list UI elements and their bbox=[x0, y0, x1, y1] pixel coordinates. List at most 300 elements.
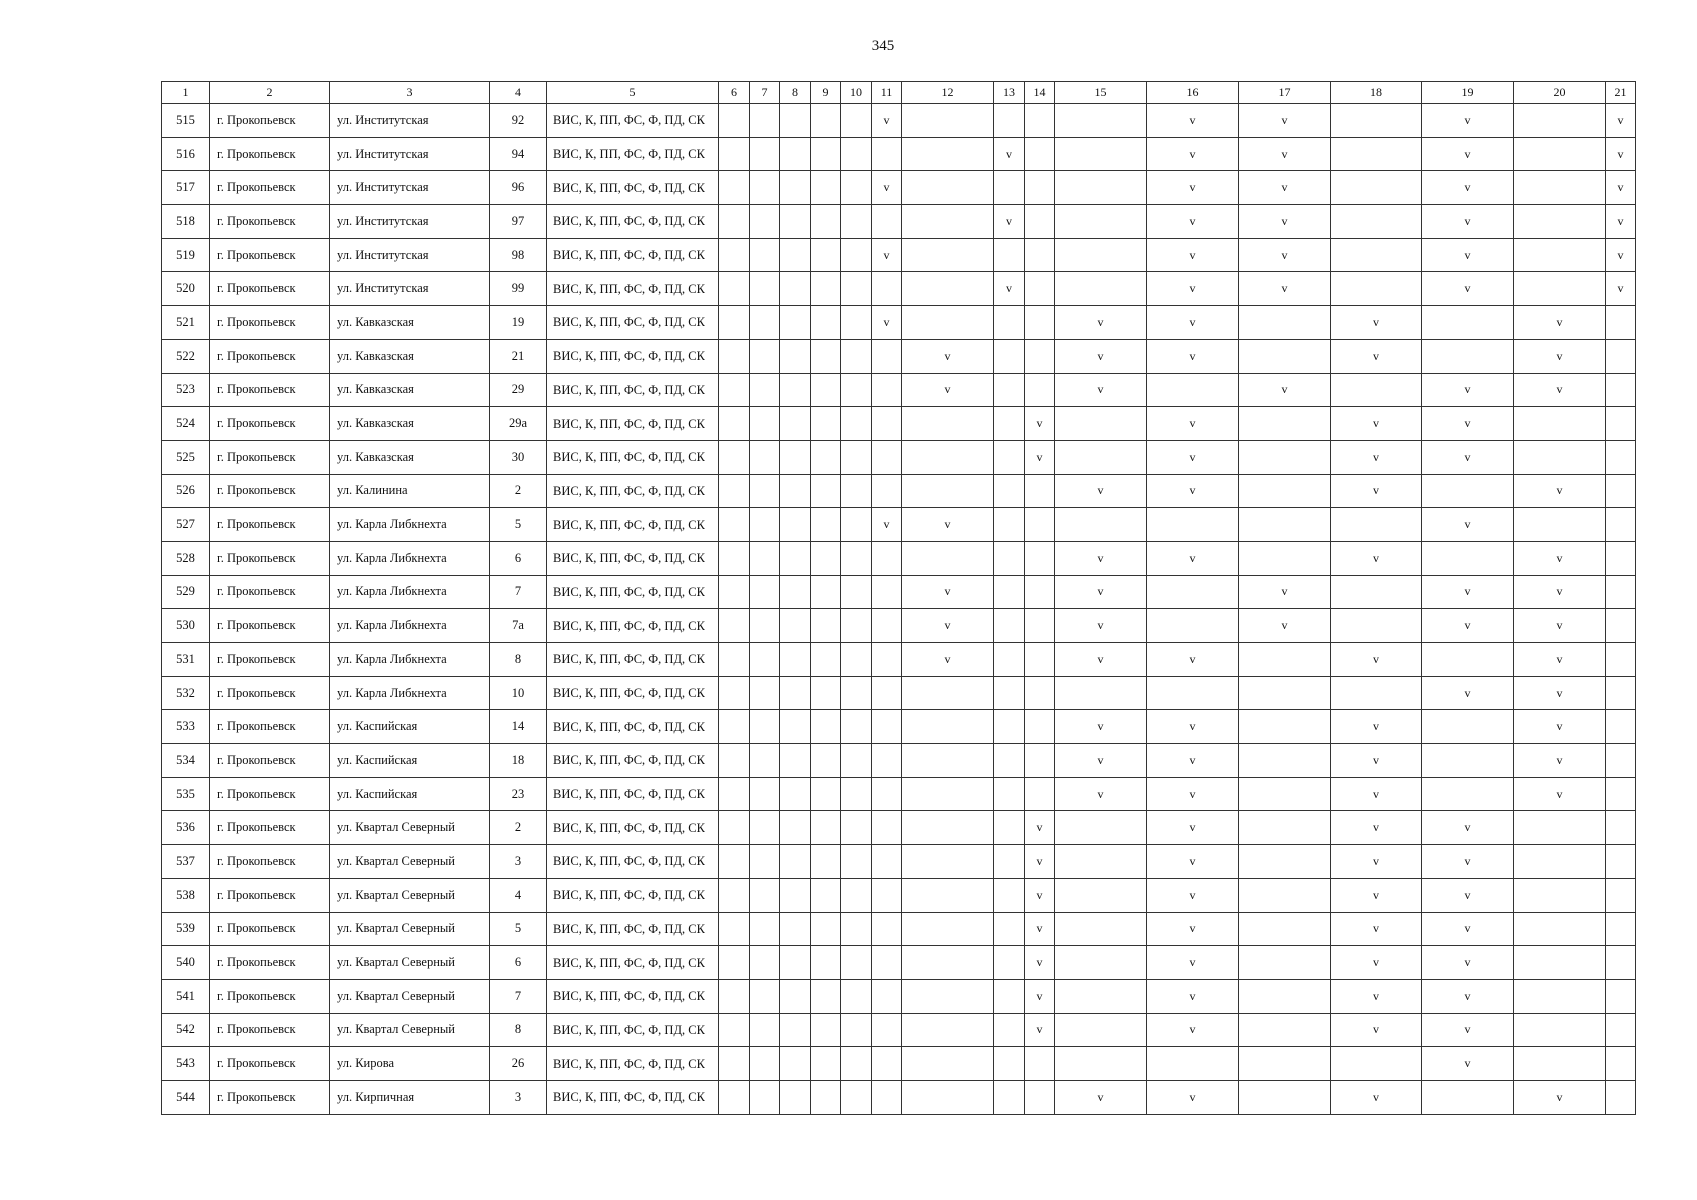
check-mark-cell: v bbox=[1239, 272, 1331, 306]
column-number-header: 2 bbox=[210, 82, 330, 104]
column-number-header: 10 bbox=[841, 82, 872, 104]
empty-cell bbox=[750, 845, 780, 879]
empty-cell bbox=[841, 1047, 872, 1081]
check-mark-cell: v bbox=[1422, 104, 1514, 138]
empty-cell bbox=[811, 878, 841, 912]
empty-cell bbox=[1331, 508, 1422, 542]
empty-cell bbox=[1055, 676, 1147, 710]
street-cell: ул. Институтская bbox=[330, 205, 490, 239]
row-number-cell: 535 bbox=[162, 777, 210, 811]
street-cell: ул. Карла Либкнехта bbox=[330, 676, 490, 710]
table-row bbox=[162, 811, 1636, 845]
empty-cell bbox=[872, 710, 902, 744]
empty-cell bbox=[872, 575, 902, 609]
check-mark-cell: v bbox=[1147, 171, 1239, 205]
table-row bbox=[162, 137, 1636, 171]
house-number-cell: 10 bbox=[490, 676, 547, 710]
empty-cell bbox=[1055, 1047, 1147, 1081]
street-cell: ул. Карла Либкнехта bbox=[330, 541, 490, 575]
city-cell: г. Прокопьевск bbox=[210, 777, 330, 811]
empty-cell bbox=[1422, 541, 1514, 575]
street-cell: ул. Карла Либкнехта bbox=[330, 508, 490, 542]
empty-cell bbox=[1055, 440, 1147, 474]
empty-cell bbox=[1514, 137, 1606, 171]
empty-cell bbox=[1239, 440, 1331, 474]
empty-cell bbox=[719, 272, 750, 306]
check-mark-cell: v bbox=[1055, 777, 1147, 811]
table-row bbox=[162, 575, 1636, 609]
empty-cell bbox=[780, 845, 811, 879]
empty-cell bbox=[1025, 575, 1055, 609]
check-mark-cell: v bbox=[872, 104, 902, 138]
empty-cell bbox=[811, 440, 841, 474]
empty-cell bbox=[1025, 104, 1055, 138]
check-mark-cell: v bbox=[1331, 811, 1422, 845]
empty-cell bbox=[1606, 474, 1636, 508]
empty-cell bbox=[872, 137, 902, 171]
empty-cell bbox=[841, 306, 872, 340]
empty-cell bbox=[811, 407, 841, 441]
empty-cell bbox=[994, 643, 1025, 677]
empty-cell bbox=[1331, 1047, 1422, 1081]
empty-cell bbox=[1147, 1047, 1239, 1081]
empty-cell bbox=[750, 137, 780, 171]
empty-cell bbox=[811, 541, 841, 575]
empty-cell bbox=[1606, 777, 1636, 811]
empty-cell bbox=[719, 407, 750, 441]
check-mark-cell: v bbox=[1147, 474, 1239, 508]
empty-cell bbox=[841, 946, 872, 980]
empty-cell bbox=[780, 440, 811, 474]
empty-cell bbox=[1147, 609, 1239, 643]
house-number-cell: 94 bbox=[490, 137, 547, 171]
column-number-header: 12 bbox=[902, 82, 994, 104]
street-cell: ул. Квартал Северный bbox=[330, 878, 490, 912]
empty-cell bbox=[1025, 474, 1055, 508]
street-cell: ул. Каспийская bbox=[330, 744, 490, 778]
check-mark-cell: v bbox=[1147, 205, 1239, 239]
check-mark-cell: v bbox=[1147, 845, 1239, 879]
empty-cell bbox=[841, 777, 872, 811]
empty-cell bbox=[841, 508, 872, 542]
check-mark-cell: v bbox=[902, 508, 994, 542]
empty-cell bbox=[841, 1013, 872, 1047]
empty-cell bbox=[811, 171, 841, 205]
empty-cell bbox=[780, 238, 811, 272]
table-row bbox=[162, 710, 1636, 744]
check-mark-cell: v bbox=[1025, 878, 1055, 912]
empty-cell bbox=[811, 339, 841, 373]
empty-cell bbox=[780, 912, 811, 946]
city-cell: г. Прокопьевск bbox=[210, 845, 330, 879]
table-row bbox=[162, 878, 1636, 912]
check-mark-cell: v bbox=[1422, 171, 1514, 205]
empty-cell bbox=[1606, 946, 1636, 980]
check-mark-cell: v bbox=[1331, 979, 1422, 1013]
empty-cell bbox=[719, 845, 750, 879]
check-mark-cell: v bbox=[1422, 912, 1514, 946]
empty-cell bbox=[811, 946, 841, 980]
empty-cell bbox=[902, 205, 994, 239]
empty-cell bbox=[1239, 1080, 1331, 1114]
check-mark-cell: v bbox=[1147, 643, 1239, 677]
table-row bbox=[162, 474, 1636, 508]
empty-cell bbox=[811, 508, 841, 542]
check-mark-cell: v bbox=[1331, 878, 1422, 912]
check-mark-cell: v bbox=[1055, 744, 1147, 778]
check-mark-cell: v bbox=[1147, 541, 1239, 575]
empty-cell bbox=[1514, 946, 1606, 980]
empty-cell bbox=[811, 811, 841, 845]
empty-cell bbox=[719, 979, 750, 1013]
empty-cell bbox=[719, 474, 750, 508]
empty-cell bbox=[994, 373, 1025, 407]
empty-cell bbox=[1606, 744, 1636, 778]
empty-cell bbox=[1331, 205, 1422, 239]
empty-cell bbox=[1239, 710, 1331, 744]
house-number-cell: 26 bbox=[490, 1047, 547, 1081]
empty-cell bbox=[750, 609, 780, 643]
register-table bbox=[161, 81, 1636, 1115]
table-row bbox=[162, 1047, 1636, 1081]
empty-cell bbox=[841, 339, 872, 373]
house-number-cell: 7 bbox=[490, 979, 547, 1013]
row-number-cell: 518 bbox=[162, 205, 210, 239]
empty-cell bbox=[994, 1013, 1025, 1047]
empty-cell bbox=[1606, 676, 1636, 710]
empty-cell bbox=[750, 1080, 780, 1114]
empty-cell bbox=[780, 811, 811, 845]
check-mark-cell: v bbox=[1239, 137, 1331, 171]
empty-cell bbox=[1239, 474, 1331, 508]
empty-cell bbox=[1055, 137, 1147, 171]
empty-cell bbox=[994, 407, 1025, 441]
check-mark-cell: v bbox=[1239, 373, 1331, 407]
empty-cell bbox=[811, 609, 841, 643]
check-mark-cell: v bbox=[1331, 1080, 1422, 1114]
empty-cell bbox=[1422, 710, 1514, 744]
empty-cell bbox=[1606, 811, 1636, 845]
street-cell: ул. Квартал Северный bbox=[330, 1013, 490, 1047]
check-mark-cell: v bbox=[1055, 474, 1147, 508]
empty-cell bbox=[841, 811, 872, 845]
empty-cell bbox=[780, 407, 811, 441]
empty-cell bbox=[811, 104, 841, 138]
table-row bbox=[162, 508, 1636, 542]
row-number-cell: 527 bbox=[162, 508, 210, 542]
empty-cell bbox=[841, 440, 872, 474]
empty-cell bbox=[841, 407, 872, 441]
table-row bbox=[162, 744, 1636, 778]
empty-cell bbox=[1514, 407, 1606, 441]
empty-cell bbox=[780, 1013, 811, 1047]
check-mark-cell: v bbox=[1422, 1047, 1514, 1081]
street-cell: ул. Каспийская bbox=[330, 710, 490, 744]
city-cell: г. Прокопьевск bbox=[210, 979, 330, 1013]
column-number-header: 1 bbox=[162, 82, 210, 104]
empty-cell bbox=[872, 979, 902, 1013]
empty-cell bbox=[811, 1013, 841, 1047]
check-mark-cell: v bbox=[1055, 575, 1147, 609]
check-mark-cell: v bbox=[1025, 912, 1055, 946]
empty-cell bbox=[750, 238, 780, 272]
table-body bbox=[162, 82, 1636, 1115]
empty-cell bbox=[719, 744, 750, 778]
table-row bbox=[162, 777, 1636, 811]
table-row bbox=[162, 979, 1636, 1013]
city-cell: г. Прокопьевск bbox=[210, 474, 330, 508]
empty-cell bbox=[719, 878, 750, 912]
check-mark-cell: v bbox=[1331, 912, 1422, 946]
empty-cell bbox=[780, 205, 811, 239]
column-number-header: 21 bbox=[1606, 82, 1636, 104]
empty-cell bbox=[872, 676, 902, 710]
empty-cell bbox=[872, 339, 902, 373]
check-mark-cell: v bbox=[1422, 137, 1514, 171]
empty-cell bbox=[902, 878, 994, 912]
empty-cell bbox=[994, 541, 1025, 575]
empty-cell bbox=[750, 474, 780, 508]
codes-cell: ВИС, К, ПП, ФС, Ф, ПД, СК bbox=[547, 811, 719, 845]
codes-cell: ВИС, К, ПП, ФС, Ф, ПД, СК bbox=[547, 710, 719, 744]
street-cell: ул. Карла Либкнехта bbox=[330, 643, 490, 677]
empty-cell bbox=[994, 676, 1025, 710]
check-mark-cell: v bbox=[1055, 306, 1147, 340]
house-number-cell: 8 bbox=[490, 643, 547, 677]
empty-cell bbox=[841, 1080, 872, 1114]
empty-cell bbox=[719, 643, 750, 677]
row-number-cell: 537 bbox=[162, 845, 210, 879]
city-cell: г. Прокопьевск bbox=[210, 878, 330, 912]
table-row bbox=[162, 205, 1636, 239]
column-number-header: 18 bbox=[1331, 82, 1422, 104]
empty-cell bbox=[1025, 339, 1055, 373]
empty-cell bbox=[841, 238, 872, 272]
row-number-cell: 533 bbox=[162, 710, 210, 744]
empty-cell bbox=[719, 104, 750, 138]
empty-cell bbox=[719, 710, 750, 744]
city-cell: г. Прокопьевск bbox=[210, 575, 330, 609]
page-number: 345 bbox=[871, 38, 895, 54]
empty-cell bbox=[1514, 104, 1606, 138]
empty-cell bbox=[994, 979, 1025, 1013]
empty-cell bbox=[750, 575, 780, 609]
row-number-cell: 542 bbox=[162, 1013, 210, 1047]
empty-cell bbox=[780, 979, 811, 1013]
codes-cell: ВИС, К, ПП, ФС, Ф, ПД, СК bbox=[547, 306, 719, 340]
empty-cell bbox=[1055, 407, 1147, 441]
codes-cell: ВИС, К, ПП, ФС, Ф, ПД, СК bbox=[547, 878, 719, 912]
city-cell: г. Прокопьевск bbox=[210, 1080, 330, 1114]
empty-cell bbox=[811, 306, 841, 340]
empty-cell bbox=[1606, 373, 1636, 407]
row-number-cell: 541 bbox=[162, 979, 210, 1013]
table-row bbox=[162, 1080, 1636, 1114]
empty-cell bbox=[841, 171, 872, 205]
check-mark-cell: v bbox=[1331, 845, 1422, 879]
city-cell: г. Прокопьевск bbox=[210, 137, 330, 171]
empty-cell bbox=[994, 609, 1025, 643]
column-number-header: 8 bbox=[780, 82, 811, 104]
empty-cell bbox=[994, 946, 1025, 980]
empty-cell bbox=[872, 845, 902, 879]
empty-cell bbox=[811, 912, 841, 946]
empty-cell bbox=[1055, 205, 1147, 239]
row-number-cell: 538 bbox=[162, 878, 210, 912]
empty-cell bbox=[780, 777, 811, 811]
codes-cell: ВИС, К, ПП, ФС, Ф, ПД, СК bbox=[547, 1047, 719, 1081]
empty-cell bbox=[1025, 137, 1055, 171]
empty-cell bbox=[902, 979, 994, 1013]
codes-cell: ВИС, К, ПП, ФС, Ф, ПД, СК bbox=[547, 339, 719, 373]
check-mark-cell: v bbox=[1147, 878, 1239, 912]
empty-cell bbox=[1422, 474, 1514, 508]
check-mark-cell: v bbox=[1055, 710, 1147, 744]
check-mark-cell: v bbox=[1606, 205, 1636, 239]
check-mark-cell: v bbox=[1514, 609, 1606, 643]
row-number-cell: 539 bbox=[162, 912, 210, 946]
check-mark-cell: v bbox=[1055, 339, 1147, 373]
empty-cell bbox=[1025, 508, 1055, 542]
check-mark-cell: v bbox=[1514, 744, 1606, 778]
check-mark-cell: v bbox=[1331, 1013, 1422, 1047]
empty-cell bbox=[872, 474, 902, 508]
empty-cell bbox=[1514, 205, 1606, 239]
table-row bbox=[162, 1013, 1636, 1047]
empty-cell bbox=[811, 1080, 841, 1114]
empty-cell bbox=[1606, 575, 1636, 609]
check-mark-cell: v bbox=[1422, 609, 1514, 643]
column-number-header: 20 bbox=[1514, 82, 1606, 104]
empty-cell bbox=[750, 508, 780, 542]
codes-cell: ВИС, К, ПП, ФС, Ф, ПД, СК bbox=[547, 508, 719, 542]
check-mark-cell: v bbox=[1025, 845, 1055, 879]
empty-cell bbox=[1055, 238, 1147, 272]
header-row bbox=[162, 82, 1636, 104]
empty-cell bbox=[1025, 1047, 1055, 1081]
empty-cell bbox=[1239, 845, 1331, 879]
city-cell: г. Прокопьевск bbox=[210, 306, 330, 340]
check-mark-cell: v bbox=[1331, 744, 1422, 778]
empty-cell bbox=[902, 474, 994, 508]
check-mark-cell: v bbox=[1147, 912, 1239, 946]
empty-cell bbox=[1025, 710, 1055, 744]
empty-cell bbox=[750, 205, 780, 239]
empty-cell bbox=[841, 710, 872, 744]
empty-cell bbox=[872, 272, 902, 306]
check-mark-cell: v bbox=[1331, 946, 1422, 980]
empty-cell bbox=[719, 811, 750, 845]
empty-cell bbox=[994, 777, 1025, 811]
empty-cell bbox=[902, 171, 994, 205]
check-mark-cell: v bbox=[1147, 710, 1239, 744]
city-cell: г. Прокопьевск bbox=[210, 205, 330, 239]
empty-cell bbox=[1606, 979, 1636, 1013]
empty-cell bbox=[1606, 541, 1636, 575]
empty-cell bbox=[872, 878, 902, 912]
row-number-cell: 524 bbox=[162, 407, 210, 441]
empty-cell bbox=[780, 339, 811, 373]
check-mark-cell: v bbox=[1422, 373, 1514, 407]
empty-cell bbox=[841, 137, 872, 171]
house-number-cell: 97 bbox=[490, 205, 547, 239]
empty-cell bbox=[872, 1013, 902, 1047]
empty-cell bbox=[1025, 609, 1055, 643]
check-mark-cell: v bbox=[1606, 238, 1636, 272]
empty-cell bbox=[1239, 777, 1331, 811]
empty-cell bbox=[1606, 1080, 1636, 1114]
check-mark-cell: v bbox=[1147, 777, 1239, 811]
codes-cell: ВИС, К, ПП, ФС, Ф, ПД, СК bbox=[547, 845, 719, 879]
house-number-cell: 19 bbox=[490, 306, 547, 340]
empty-cell bbox=[1025, 744, 1055, 778]
empty-cell bbox=[1239, 339, 1331, 373]
empty-cell bbox=[902, 676, 994, 710]
empty-cell bbox=[1055, 508, 1147, 542]
empty-cell bbox=[719, 676, 750, 710]
empty-cell bbox=[750, 710, 780, 744]
row-number-cell: 544 bbox=[162, 1080, 210, 1114]
codes-cell: ВИС, К, ПП, ФС, Ф, ПД, СК bbox=[547, 238, 719, 272]
codes-cell: ВИС, К, ПП, ФС, Ф, ПД, СК bbox=[547, 575, 719, 609]
check-mark-cell: v bbox=[1025, 946, 1055, 980]
column-number-header: 16 bbox=[1147, 82, 1239, 104]
empty-cell bbox=[811, 1047, 841, 1081]
street-cell: ул. Институтская bbox=[330, 238, 490, 272]
empty-cell bbox=[1331, 676, 1422, 710]
empty-cell bbox=[872, 643, 902, 677]
empty-cell bbox=[1606, 643, 1636, 677]
check-mark-cell: v bbox=[1331, 440, 1422, 474]
house-number-cell: 3 bbox=[490, 845, 547, 879]
check-mark-cell: v bbox=[1514, 373, 1606, 407]
empty-cell bbox=[780, 710, 811, 744]
empty-cell bbox=[750, 339, 780, 373]
empty-cell bbox=[1025, 238, 1055, 272]
check-mark-cell: v bbox=[994, 272, 1025, 306]
table-row bbox=[162, 912, 1636, 946]
row-number-cell: 517 bbox=[162, 171, 210, 205]
check-mark-cell: v bbox=[902, 373, 994, 407]
empty-cell bbox=[750, 676, 780, 710]
street-cell: ул. Квартал Северный bbox=[330, 811, 490, 845]
empty-cell bbox=[1514, 171, 1606, 205]
check-mark-cell: v bbox=[1514, 777, 1606, 811]
empty-cell bbox=[719, 946, 750, 980]
empty-cell bbox=[719, 777, 750, 811]
check-mark-cell: v bbox=[1422, 575, 1514, 609]
empty-cell bbox=[902, 541, 994, 575]
row-number-cell: 531 bbox=[162, 643, 210, 677]
row-number-cell: 529 bbox=[162, 575, 210, 609]
house-number-cell: 5 bbox=[490, 912, 547, 946]
house-number-cell: 6 bbox=[490, 541, 547, 575]
empty-cell bbox=[1239, 946, 1331, 980]
empty-cell bbox=[1331, 238, 1422, 272]
check-mark-cell: v bbox=[1514, 710, 1606, 744]
empty-cell bbox=[719, 238, 750, 272]
empty-cell bbox=[811, 373, 841, 407]
empty-cell bbox=[750, 777, 780, 811]
city-cell: г. Прокопьевск bbox=[210, 912, 330, 946]
empty-cell bbox=[1025, 541, 1055, 575]
check-mark-cell: v bbox=[1422, 272, 1514, 306]
check-mark-cell: v bbox=[1147, 407, 1239, 441]
empty-cell bbox=[1606, 306, 1636, 340]
empty-cell bbox=[1331, 272, 1422, 306]
empty-cell bbox=[1025, 777, 1055, 811]
column-number-header: 11 bbox=[872, 82, 902, 104]
